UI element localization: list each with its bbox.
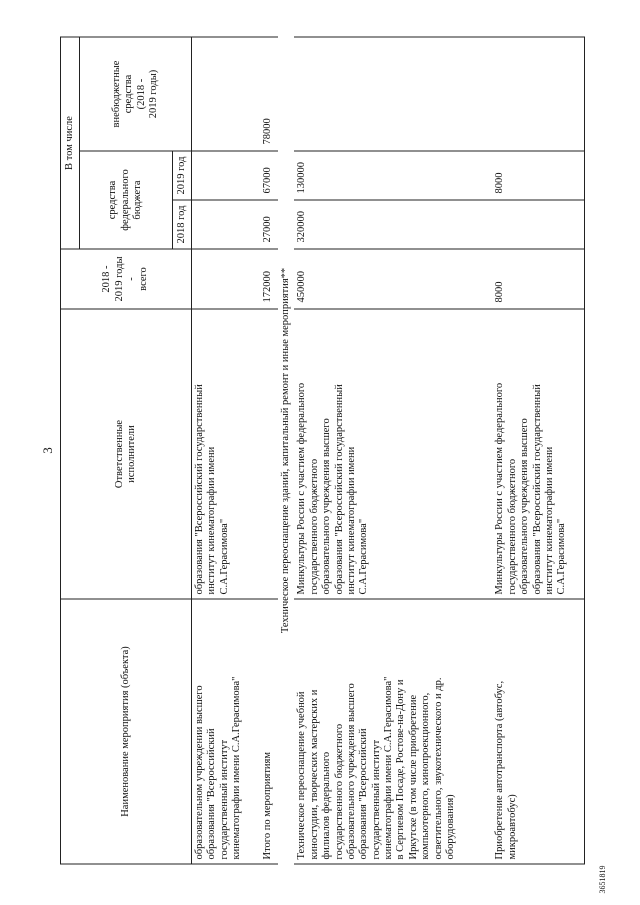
row-total: 8000 — [488, 249, 585, 309]
row-executors: Минкультуры России с участием федерального государственного бюджетного образовательного учреждения высшего образования "Всероссийский государственный институт кинематографии имени С.А.Герасимова" — [488, 309, 585, 599]
row-executors: Минкультуры России с участием федерального государственного бюджетного образовательного учреждения высшего образования "Всероссийский государственный институт кинематографии имени С.А.Герасимова" — [294, 309, 488, 599]
header-total: 2018 - 2019 годы - всего — [61, 249, 192, 309]
header-name: Наименование мероприятия (объекта) — [61, 599, 192, 864]
row-extra — [192, 37, 257, 151]
page-number: 3 — [40, 446, 55, 454]
row-total: 172000 — [256, 249, 278, 309]
row-total — [192, 249, 257, 309]
row-extra: 78000 — [256, 37, 278, 151]
row-name: образовательном учреждении высшего образования "Всероссийский государственный институт кинематографии имени С.А.Герасимова" — [192, 599, 257, 864]
row-name: Приобретение автотранспорта (автобус, микроавтобус) — [488, 599, 585, 864]
row-fed-2018: 320000 — [294, 200, 488, 249]
row-fed-2018: 27000 — [256, 200, 278, 249]
header-year-2019: 2019 год — [173, 151, 192, 200]
table-header-row-1 — [61, 37, 80, 864]
footer-document-code: 3651819 — [598, 865, 607, 893]
table-row — [294, 37, 488, 864]
row-fed-2019: 8000 — [488, 151, 585, 200]
row-fed-2018 — [192, 200, 257, 249]
section-title-row — [278, 37, 294, 864]
header-year-2018: 2018 год — [173, 200, 192, 249]
table-row — [192, 37, 257, 864]
row-extra — [488, 37, 585, 151]
row-fed-2018 — [488, 200, 585, 249]
header-extra-budget: внебюджетные средства (2018 - 2019 годы) — [80, 37, 192, 151]
row-extra — [294, 37, 488, 151]
header-including: В том числе — [61, 37, 80, 249]
row-name: Техническое переоснащение учебной киностудии, творческих мастерских и филиалов федерального государственного бюджетного образовательного учреждения высшего образования "Всероссийский государственный институт кинематографии имени С.А.Герасимова" в Сергиевом Посаде, Ростове-на-Дону и Иркутске (в том числе приобретение компьютерного, кинопроекционного, осветительного, звукотехнического и др. оборудования) — [294, 599, 488, 864]
section-title: Техническое переоснащение зданий, капитальный ремонт и иные мероприятия** — [280, 267, 291, 633]
row-executors — [256, 309, 278, 599]
row-fed-2019: 130000 — [294, 151, 488, 200]
row-fed-2019 — [192, 151, 257, 200]
header-federal-budget: средства федерального бюджета — [80, 151, 173, 249]
table-row-total — [256, 37, 278, 864]
row-executors: образования "Всероссийский государственный институт кинематографии имени С.А.Герасимова" — [192, 309, 257, 599]
row-total: 450000 — [294, 249, 488, 309]
row-name: Итого по мероприятиям — [256, 599, 278, 864]
table-row — [488, 37, 585, 864]
header-executors: Ответственные исполнители — [61, 309, 192, 599]
measures-table — [60, 36, 585, 864]
row-fed-2019: 67000 — [256, 151, 278, 200]
